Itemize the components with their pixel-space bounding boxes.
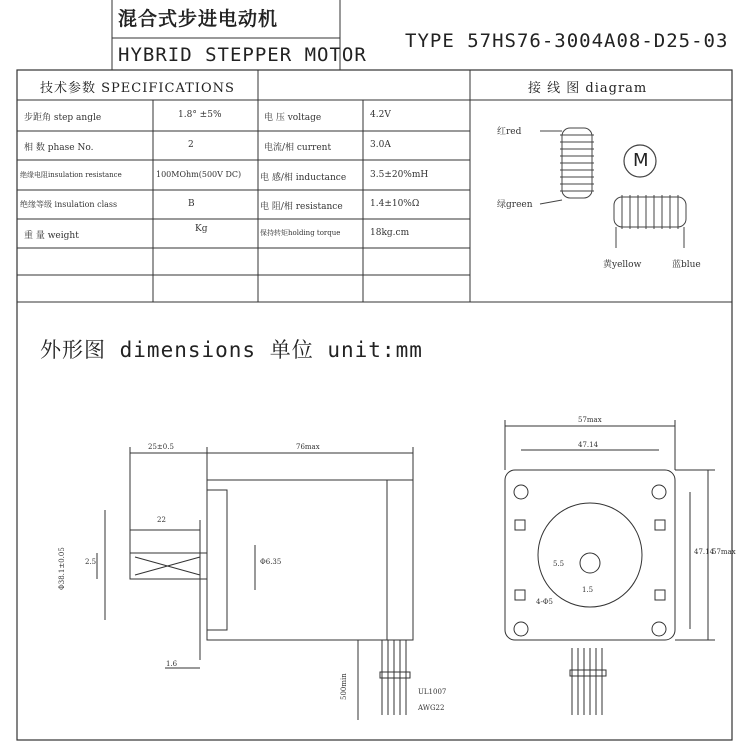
spec-row-5-value2: 18kg.cm: [370, 228, 410, 238]
spec-row-4-label: 绝缘等级 insulation class: [20, 200, 118, 209]
wire-awg: AWG22: [418, 704, 445, 712]
wire-blue-label: 蓝blue: [672, 260, 701, 270]
dim-front-width: 57max: [578, 416, 602, 424]
dim-shaft-dia: Φ38.1±0.05: [58, 547, 66, 590]
dim-flat-b: 1.5: [582, 586, 594, 594]
spec-row-1-label2: 电 压 voltage: [264, 113, 322, 123]
spec-row-5-label2: 保持转矩holding torque: [260, 229, 341, 237]
motor-symbol-icon: M: [633, 150, 649, 171]
dim-lead-length: 500min: [340, 673, 348, 700]
spec-row-4-label2: 电 阻/相 resistance: [260, 202, 343, 212]
motor-type: TYPE 57HS76-3004A08-D25-03: [405, 30, 729, 52]
spec-heading: 技术参数 SPECIFICATIONS: [40, 81, 235, 96]
spec-row-1-value2: 4.2V: [370, 110, 391, 120]
dim-shaft-length: 25±0.5: [148, 443, 174, 451]
spec-row-3-label: 绝缘电阻insulation resistance: [20, 171, 122, 179]
spec-row-2-label: 相 数 phase No.: [24, 143, 94, 153]
spec-row-2-label2: 电流/相 current: [264, 143, 332, 153]
dim-flat-depth: 2.5: [85, 558, 97, 566]
spec-row-1-value: 1.8° ±5%: [178, 110, 222, 120]
wire-green-label: 绿green: [497, 200, 533, 210]
side-view: [97, 447, 413, 720]
dim-front-height: 57max: [712, 548, 736, 556]
dim-flat-a: 5.5: [553, 560, 565, 568]
dim-flat-length: 22: [157, 516, 166, 524]
spec-row-4-value: B: [188, 199, 195, 209]
spec-row-3-value2: 3.5±20%mH: [370, 170, 429, 180]
dim-hole-span-vertical: 47.14: [694, 548, 715, 556]
spec-row-5-label: 重 量 weight: [24, 231, 79, 241]
front-view: [505, 420, 715, 715]
title-english: HYBRID STEPPER MOTOR: [118, 44, 367, 66]
dimensions-heading: 外形图 dimensions 单位 unit:mm: [40, 338, 423, 362]
spec-row-1-label: 步距角 step angle: [24, 113, 102, 123]
spec-row-4-value2: 1.4±10%Ω: [370, 199, 420, 209]
dim-flange-thick: 1.6: [166, 660, 178, 668]
wire-yellow-label: 黄yellow: [603, 260, 642, 270]
dim-pilot-dia: Φ6.35: [260, 558, 282, 566]
wiring-coils: [540, 128, 686, 248]
dim-body-length: 76max: [296, 443, 320, 451]
spec-row-2-value2: 3.0A: [370, 140, 391, 150]
wire-spec: UL1007: [418, 688, 447, 696]
spec-row-3-value: 100MOhm(500V DC): [156, 170, 242, 179]
spec-row-2-value: 2: [188, 140, 194, 150]
dim-hole-span: 47.14: [578, 441, 599, 449]
dim-hole-size: 4-Φ5: [536, 598, 554, 606]
wiring-heading: 接 线 图 diagram: [528, 81, 648, 96]
spec-row-3-label2: 电 感/相 inductance: [260, 173, 347, 183]
wire-red-label: 红red: [497, 127, 522, 137]
title-chinese: 混合式步进电动机: [118, 8, 279, 30]
spec-row-5-value: Kg: [195, 224, 208, 234]
